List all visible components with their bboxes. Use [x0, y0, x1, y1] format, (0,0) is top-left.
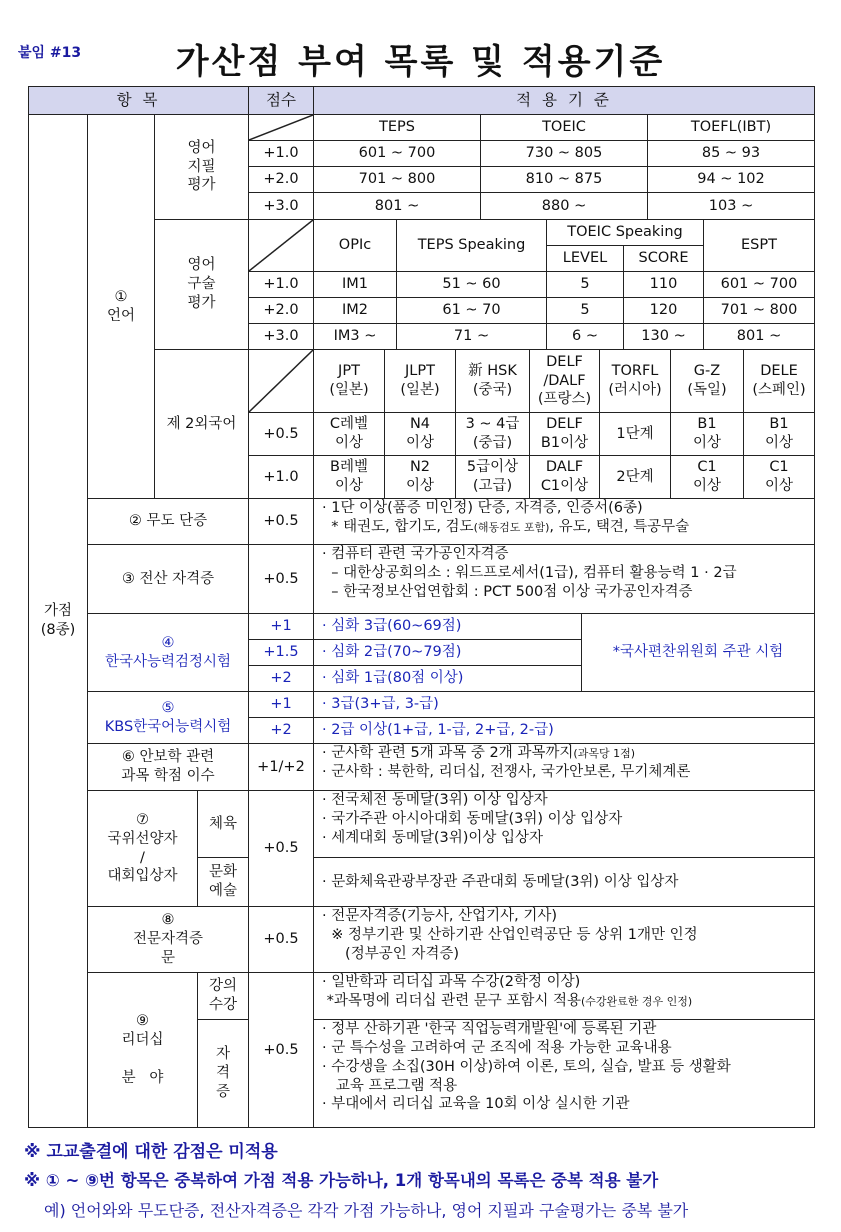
writing-score: +1.0: [248, 140, 314, 167]
writing-diagonal: [248, 114, 314, 141]
second-cell: DELF B1이상: [529, 412, 600, 456]
leader-label: 리더십 분 야: [121, 1032, 164, 1086]
speaking-cell: 5: [546, 297, 624, 324]
security-criteria: [313, 743, 815, 791]
lecture-line2: [322, 992, 692, 1011]
history-row: · 심화 2급(70~79점): [313, 639, 582, 666]
lecture-line2-a: *과목명에 리더십 관련 문구 포함시 적용: [322, 992, 582, 1009]
second-score: +0.5: [248, 412, 314, 456]
sports-line: · 국가주관 아시아대회 동메달(3위) 이상 입상자: [322, 810, 623, 827]
second-cell: C1 이상: [670, 455, 744, 499]
national-sports-label: 체육: [197, 790, 249, 858]
security-line2: · 군사학 : 북한학, 리더십, 전쟁사, 국가안보론, 무기체계론: [322, 763, 691, 780]
group-label-cell: [28, 114, 88, 1128]
speaking-col: ESPT: [703, 219, 815, 272]
header-criteria: 적 용 기 준: [313, 86, 815, 115]
leader-num: ⑨: [136, 1013, 149, 1030]
writing-cell: 85 ~ 93: [647, 140, 815, 167]
writing-cell: 94 ~ 102: [647, 166, 815, 193]
security-label-cell: [87, 743, 249, 791]
writing-score: +3.0: [248, 192, 314, 220]
writing-label: 영어 지필 평가: [154, 114, 249, 220]
cert-line: · 정부 산하기관 '한국 직업능력개발원'에 등록된 기관: [322, 1021, 657, 1037]
history-row: · 심화 3급(60~69점): [313, 613, 582, 640]
leader-lecture-label: 강의 수강: [197, 972, 249, 1020]
writing-cell: 880 ~: [480, 192, 648, 220]
second-cell: DALF C1이상: [529, 455, 600, 499]
history-score: +1.5: [248, 639, 314, 666]
pro-num: ⑧: [161, 912, 175, 929]
martial-criteria: [313, 498, 815, 545]
pro-line: ※ 정부기관 및 산하기관 산업인력공단 등 상위 1개만 인정: [322, 926, 698, 943]
national-label-cell: [87, 790, 198, 907]
security-line1-b: (과목당 1점): [573, 747, 636, 760]
kbs-row: · 3급(3+급, 3-급): [313, 691, 815, 718]
security-line1: [322, 744, 635, 763]
sports-line: · 전국체전 동메달(3위) 이상 입상자: [322, 792, 548, 808]
computer-criteria: [313, 544, 815, 614]
cert-line: · 군 특수성을 고려하여 군 조직에 적용 가능한 교육내용: [322, 1039, 672, 1056]
footnote-2: ※ ① ~ ⑨번 항목은 중복하여 가점 적용 가능하나, 1개 항목내의 목록은 중복 적용 불가: [24, 1171, 659, 1190]
speaking-cell: IM2: [313, 297, 397, 324]
speaking-cell: 120: [623, 297, 704, 324]
leader-cert-criteria: [313, 1019, 815, 1128]
history-num: ④: [161, 634, 175, 651]
pro-label: 전문자격증 문: [132, 931, 204, 966]
computer-line: – 한국정보산업연합회 : PCT 500점 이상 국가공인자격증: [322, 583, 693, 600]
writing-cell: 801 ~: [313, 192, 481, 220]
second-language-label: 제 2외국어: [154, 349, 249, 499]
kbs-score: +2: [248, 717, 314, 744]
second-cell: 1단계: [599, 412, 671, 456]
speaking-col: TEPS Speaking: [396, 219, 547, 272]
second-cell: C1 이상: [743, 455, 815, 499]
second-col: TORFL (러시아): [599, 349, 671, 413]
history-note: *국사편찬위원회 주관 시험: [581, 613, 815, 692]
group-label: 가점: [43, 603, 72, 620]
martial-score: +0.5: [248, 498, 314, 545]
pro-criteria: [313, 906, 815, 973]
writing-col: TOEFL(IBT): [647, 114, 815, 141]
writing-cell: 810 ~ 875: [480, 166, 648, 193]
second-cell: C레벨 이상: [313, 412, 385, 456]
lang-num: ①: [114, 288, 128, 305]
second-cell: B1 이상: [743, 412, 815, 456]
speaking-cell: 61 ~ 70: [396, 297, 547, 324]
writing-col: TOEIC: [480, 114, 648, 141]
second-col: DELF /DALF (프랑스): [529, 349, 600, 413]
kbs-label: KBS한국어능력시험: [104, 718, 232, 735]
speaking-subcol: LEVEL: [546, 245, 624, 272]
lecture-line1: · 일반학과 리더십 과목 수강(2학정 이상): [322, 974, 581, 990]
lecture-line2-b: (수강완료한 경우 인정): [581, 994, 693, 1008]
second-cell: B레벨 이상: [313, 455, 385, 499]
speaking-score: +1.0: [248, 271, 314, 298]
martial-line2: [322, 518, 689, 537]
writing-cell: 601 ~ 700: [313, 140, 481, 167]
speaking-cell: 71 ~: [396, 323, 547, 350]
second-col: JPT (일본): [313, 349, 385, 413]
writing-cell: 730 ~ 805: [480, 140, 648, 167]
computer-line: – 대한상공회의소 : 워드프로세서(1급), 컴퓨터 활용능력 1 · 2급: [322, 564, 737, 581]
speaking-label: 영어 구술 평가: [154, 219, 249, 350]
speaking-diagonal: [248, 219, 314, 272]
speaking-cell: 110: [623, 271, 704, 298]
second-cell: 5급이상 (고급): [455, 455, 530, 499]
pro-score: +0.5: [248, 906, 314, 973]
kbs-label-cell: [87, 691, 249, 744]
page-title: 가산점 부여 목록 및 적용기준: [175, 42, 666, 82]
cert-line: · 수강생을 소집(30H 이상)하여 이론, 토의, 실습, 발표 등 생활화: [322, 1058, 731, 1075]
kbs-row: · 2급 이상(1+급, 1-급, 2+급, 2-급): [313, 717, 815, 744]
lang-label: 언어: [106, 307, 135, 324]
history-label: 한국사능력검정시험: [104, 653, 232, 670]
speaking-score: +2.0: [248, 297, 314, 324]
speaking-col: OPIc: [313, 219, 397, 272]
speaking-cell: IM1: [313, 271, 397, 298]
writing-cell: 103 ~: [647, 192, 815, 220]
second-cell: N2 이상: [384, 455, 456, 499]
kbs-score: +1: [248, 691, 314, 718]
history-score: +1: [248, 613, 314, 640]
speaking-score: +3.0: [248, 323, 314, 350]
writing-score: +2.0: [248, 166, 314, 193]
martial-line2-a: * 태권도, 합기도, 검도: [322, 518, 474, 535]
pro-line: (정부공인 자격증): [322, 945, 460, 962]
second-cell: B1 이상: [670, 412, 744, 456]
pro-line: · 전문자격증(기능사, 산업기사, 기사): [322, 908, 558, 924]
second-cell: N4 이상: [384, 412, 456, 456]
security-label2: 과목 학점 이수: [121, 768, 215, 784]
computer-score: +0.5: [248, 544, 314, 614]
martial-label: ② 무도 단증: [87, 498, 249, 545]
second-col: 新 HSK (중국): [455, 349, 530, 413]
national-sports-criteria: [313, 790, 815, 858]
national-arts-criteria: · 문화체육관광부장관 주관대회 동메달(3위) 이상 입상자: [313, 857, 815, 907]
martial-line2-c: , 유도, 택견, 특공무술: [549, 518, 690, 535]
writing-col: TEPS: [313, 114, 481, 141]
speaking-cell: 601 ~ 700: [703, 271, 815, 298]
speaking-cell: 130 ~: [623, 323, 704, 350]
header-score: 점수: [248, 86, 314, 115]
security-label1: ⑥ 안보학 관련: [121, 749, 215, 766]
history-score: +2: [248, 665, 314, 692]
second-cell: 2단계: [599, 455, 671, 499]
cert-line: · 부대에서 리더십 교육을 10회 이상 실시한 기관: [322, 1096, 630, 1113]
second-cell: 3 ~ 4급 (중급): [455, 412, 530, 456]
speaking-subcol: SCORE: [623, 245, 704, 272]
national-arts-label: 문화 예술: [197, 857, 249, 907]
security-line1-a: · 군사학 관련 5개 과목 중 2개 과목까지: [322, 745, 574, 761]
header-item: 항 목: [28, 86, 249, 115]
computer-label: ③ 전산 자격증: [87, 544, 249, 614]
speaking-cell: 801 ~: [703, 323, 815, 350]
speaking-col: TOEIC Speaking: [546, 219, 704, 246]
writing-cell: 701 ~ 800: [313, 166, 481, 193]
second-col: G-Z (독일): [670, 349, 744, 413]
leader-label-cell: [87, 972, 198, 1128]
second-diagonal: [248, 349, 314, 413]
national-label: 국위선양자 / 대회입상자: [107, 830, 178, 885]
speaking-cell: 6 ~: [546, 323, 624, 350]
leader-lecture-criteria: [313, 972, 815, 1020]
martial-line2-b: (해동검도 포함): [473, 520, 550, 534]
national-num: ⑦: [136, 811, 149, 828]
sports-line: · 세계대회 동메달(3위)이상 입상자: [322, 829, 544, 846]
speaking-cell: IM3 ~: [313, 323, 397, 350]
footnote-1: ※ 고교출결에 대한 감점은 미적용: [24, 1142, 278, 1162]
history-row: · 심화 1급(80점 이상): [313, 665, 582, 692]
leader-score: +0.5: [248, 972, 314, 1128]
history-label-cell: [87, 613, 249, 692]
security-score: +1/+2: [248, 743, 314, 791]
computer-line: · 컴퓨터 관련 국가공인자격증: [322, 546, 509, 562]
speaking-cell: 51 ~ 60: [396, 271, 547, 298]
kbs-num: ⑤: [161, 699, 175, 716]
second-col: DELE (스페인): [743, 349, 815, 413]
second-col: JLPT (일본): [384, 349, 456, 413]
martial-line1: · 1단 이상(품증 미인정) 단증, 자격증, 인증서(6종): [322, 500, 643, 516]
pro-label-cell: [87, 906, 249, 973]
leader-cert-label: 자 격 증: [197, 1019, 249, 1128]
footnote-3: 예) 언어와와 무도단증, 전산자격증은 각각 가점 가능하나, 영어 지필과 구술평가는 중복 불가: [44, 1201, 689, 1220]
national-score: +0.5: [248, 790, 314, 907]
speaking-cell: 701 ~ 800: [703, 297, 815, 324]
lang-label-cell: [87, 114, 155, 499]
second-score: +1.0: [248, 455, 314, 499]
attachment-tag: 붙임 #13: [18, 45, 82, 61]
speaking-cell: 5: [546, 271, 624, 298]
cert-line: 교육 프로그램 적용: [322, 1077, 458, 1094]
group-count: (8종): [40, 622, 76, 638]
